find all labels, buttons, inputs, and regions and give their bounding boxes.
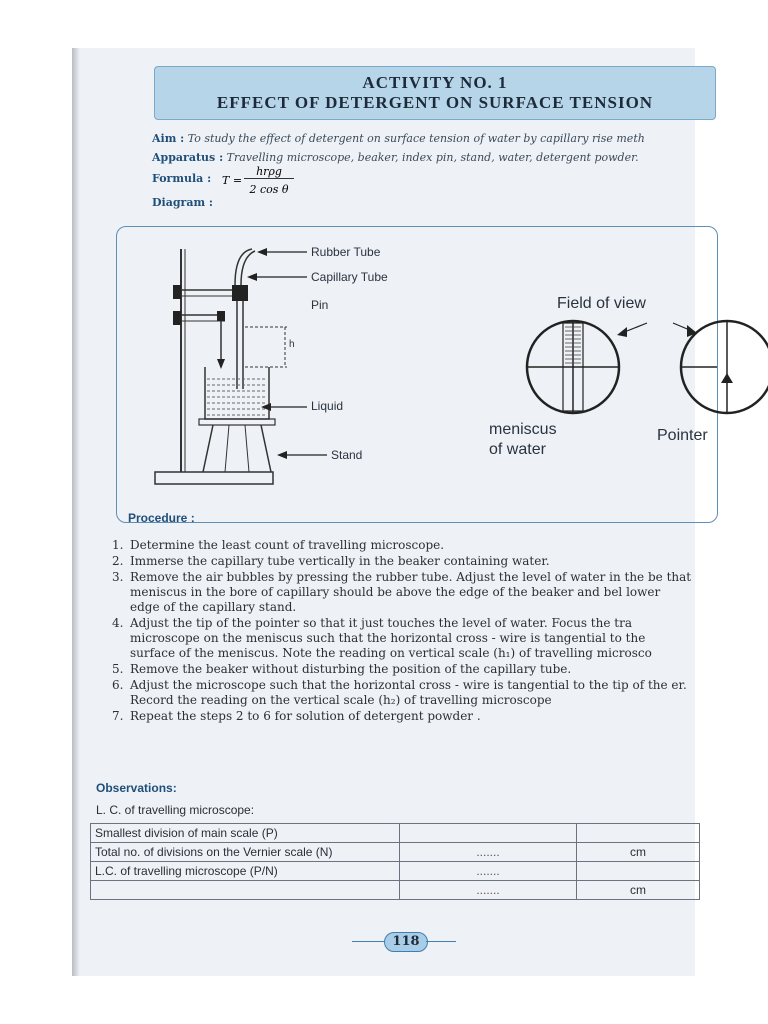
table-row bbox=[91, 824, 700, 843]
label-h: h bbox=[289, 339, 295, 350]
label-meniscus-2: of water bbox=[489, 441, 546, 458]
row-value bbox=[400, 824, 577, 843]
table-row bbox=[91, 862, 700, 881]
procedure-step-text: Remove the air bubbles by pressing the rubber tube. Adjust the level of water in the be that meniscus in the bore of capillary should be above the edge of the beaker and bel lower edge of the capillary stand. bbox=[130, 570, 692, 614]
label-liquid: Liquid bbox=[311, 399, 344, 413]
procedure-step bbox=[112, 570, 692, 615]
diagram-line bbox=[152, 196, 213, 209]
row-unit: cm bbox=[577, 881, 700, 900]
label-field-of-view: Field of view bbox=[557, 295, 646, 312]
formula-numerator: hrρg bbox=[244, 165, 294, 179]
activity-title: EFFECT OF DETERGENT ON SURFACE TENSION bbox=[216, 93, 654, 112]
formula-label: Formula : bbox=[152, 172, 212, 185]
label-pointer: Pointer bbox=[657, 427, 708, 444]
capillary-holder bbox=[232, 285, 248, 301]
procedure-step bbox=[112, 538, 692, 553]
diagram-frame bbox=[116, 226, 718, 523]
lc-label: L. C. of travelling microscope: bbox=[96, 803, 255, 817]
procedure-step-number: 5. bbox=[112, 662, 124, 676]
procedure-step-number: 4. bbox=[112, 616, 124, 630]
page-line-left bbox=[352, 941, 384, 942]
observations-title: Observations: bbox=[96, 781, 177, 795]
clamp-upper bbox=[173, 285, 181, 299]
apparatus-line bbox=[152, 151, 639, 164]
diagram-label: Diagram : bbox=[152, 196, 213, 209]
row-value: ....... bbox=[400, 881, 577, 900]
row-label: Total no. of divisions on the Vernier scale (N) bbox=[91, 843, 400, 862]
procedure-step bbox=[112, 616, 692, 661]
procedure-step-text: Adjust the microscope such that the horizontal cross - wire is tangential to the tip of the er. Record the reading on the vertical scale (h₂) of travelling microscope bbox=[130, 678, 687, 707]
aim-text: To study the effect of detergent on surface tension of water by capillary rise meth bbox=[187, 132, 645, 145]
apparatus-label: Apparatus : bbox=[152, 151, 224, 164]
clamp-lower bbox=[173, 311, 181, 325]
procedure-step-text: Determine the least count of travelling microscope. bbox=[130, 538, 445, 552]
observations-table bbox=[90, 823, 700, 900]
procedure-step-text: Repeat the steps 2 to 6 for solution of detergent powder . bbox=[130, 709, 481, 723]
page-line-right bbox=[426, 941, 456, 942]
procedure-step-text: Adjust the tip of the pointer so that it just touches the level of water. Focus the tra microscope on the meniscus such that the horizontal cross - wire is tangential to the surface of the meniscus. Note the reading on vertical scale (h₁) of travelling microsco bbox=[130, 616, 652, 660]
activity-header bbox=[154, 66, 716, 120]
apparatus-text: Travelling microscope, beaker, index pin, stand, water, detergent powder. bbox=[226, 151, 639, 164]
page-sheet bbox=[72, 48, 708, 976]
aim-line bbox=[152, 132, 645, 145]
row-value: ....... bbox=[400, 843, 577, 862]
procedure-step-text: Immerse the capillary tube vertically in the beaker containing water. bbox=[130, 554, 550, 568]
beaker-stand-top bbox=[199, 419, 275, 425]
label-meniscus-1: meniscus bbox=[489, 421, 557, 438]
row-value: ....... bbox=[400, 862, 577, 881]
procedure-step-number: 3. bbox=[112, 570, 124, 584]
label-capillary-tube: Capillary Tube bbox=[311, 270, 388, 284]
procedure-step bbox=[112, 554, 692, 569]
row-label: Smallest division of main scale (P) bbox=[91, 824, 400, 843]
activity-number: ACTIVITY NO. 1 bbox=[362, 73, 508, 92]
page-number: 118 bbox=[384, 932, 428, 952]
row-label bbox=[91, 881, 400, 900]
pointer-tip bbox=[721, 373, 733, 383]
aim-label: Aim : bbox=[152, 132, 185, 145]
stand-base bbox=[155, 472, 273, 484]
label-stand: Stand bbox=[331, 448, 363, 462]
table-row bbox=[91, 881, 700, 900]
procedure-step bbox=[112, 709, 692, 724]
procedure-title: Procedure : bbox=[128, 511, 195, 525]
procedure-step-number: 6. bbox=[112, 678, 124, 692]
row-unit bbox=[577, 862, 700, 881]
procedure-step-number: 7. bbox=[112, 709, 124, 723]
row-unit: cm bbox=[577, 843, 700, 862]
label-pin: Pin bbox=[311, 298, 329, 312]
formula-denominator: 2 cos θ bbox=[249, 183, 289, 196]
procedure-step-text: Remove the beaker without disturbing the position of the capillary tube. bbox=[130, 662, 572, 676]
apparatus-diagram bbox=[117, 227, 717, 522]
row-unit bbox=[577, 824, 700, 843]
label-rubber-tube: Rubber Tube bbox=[311, 245, 381, 259]
procedure-step-number: 1. bbox=[112, 538, 124, 552]
procedure-step-number: 2. bbox=[112, 554, 124, 568]
table-row bbox=[91, 843, 700, 862]
formula-line bbox=[152, 172, 211, 185]
pin-holder bbox=[217, 311, 225, 321]
procedure-list bbox=[112, 538, 692, 725]
formula-lhs: T = bbox=[222, 174, 243, 187]
procedure-step bbox=[112, 678, 692, 708]
row-label: L.C. of travelling microscope (P/N) bbox=[91, 862, 400, 881]
procedure-step bbox=[112, 662, 692, 677]
